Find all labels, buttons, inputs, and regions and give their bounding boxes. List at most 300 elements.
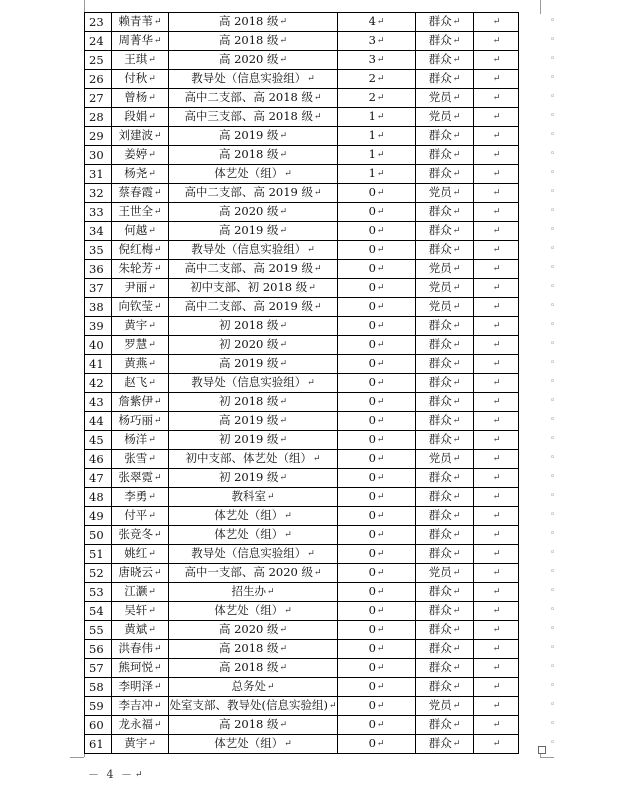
political-status-cell[interactable] <box>416 659 474 678</box>
department-cell[interactable] <box>169 89 338 108</box>
row-number-cell[interactable] <box>85 545 112 564</box>
name-cell[interactable] <box>112 89 169 108</box>
table-row[interactable] <box>85 678 519 697</box>
department-text: 初中支部、初 2018 级 <box>190 280 308 294</box>
political-status-cell[interactable] <box>416 203 474 222</box>
department-cell[interactable] <box>169 70 338 89</box>
department-cell[interactable] <box>169 127 338 146</box>
count-cell[interactable] <box>338 165 416 184</box>
blank-cell[interactable] <box>474 127 519 146</box>
table-row[interactable] <box>85 222 519 241</box>
blank-cell[interactable] <box>474 583 519 602</box>
department-cell[interactable] <box>169 640 338 659</box>
row-number-text: 51 <box>89 546 104 561</box>
count-cell[interactable] <box>338 279 416 298</box>
blank-cell[interactable] <box>474 393 519 412</box>
count-cell[interactable] <box>338 51 416 70</box>
row-number-cell[interactable] <box>85 89 112 108</box>
row-number-cell[interactable] <box>85 165 112 184</box>
political-status-cell[interactable] <box>416 564 474 583</box>
political-status-cell[interactable] <box>416 222 474 241</box>
table-row[interactable] <box>85 393 519 412</box>
count-cell[interactable] <box>338 70 416 89</box>
table-row[interactable] <box>85 735 519 754</box>
department-cell[interactable] <box>169 545 338 564</box>
name-cell[interactable] <box>112 222 169 241</box>
count-cell[interactable] <box>338 355 416 374</box>
blank-cell[interactable] <box>474 545 519 564</box>
name-cell[interactable] <box>112 526 169 545</box>
department-cell[interactable] <box>169 184 338 203</box>
blank-cell[interactable] <box>474 526 519 545</box>
table-row[interactable] <box>85 697 519 716</box>
political-status-cell[interactable] <box>416 70 474 89</box>
name-cell[interactable] <box>112 716 169 735</box>
political-status-cell[interactable] <box>416 716 474 735</box>
blank-cell[interactable] <box>474 184 519 203</box>
name-cell[interactable] <box>112 735 169 754</box>
political-status-cell[interactable] <box>416 735 474 754</box>
department-cell[interactable] <box>169 317 338 336</box>
blank-cell[interactable] <box>474 507 519 526</box>
name-cell[interactable] <box>112 450 169 469</box>
department-cell[interactable] <box>169 279 338 298</box>
political-status-cell[interactable] <box>416 89 474 108</box>
row-number-cell[interactable] <box>85 222 112 241</box>
table-row[interactable] <box>85 203 519 222</box>
blank-cell[interactable] <box>474 108 519 127</box>
blank-cell[interactable] <box>474 317 519 336</box>
row-number-cell[interactable] <box>85 355 112 374</box>
count-cell[interactable] <box>338 203 416 222</box>
count-cell[interactable] <box>338 260 416 279</box>
count-cell[interactable] <box>338 336 416 355</box>
department-cell[interactable] <box>169 32 338 51</box>
count-cell[interactable] <box>338 127 416 146</box>
political-status-text: 群众 <box>428 660 452 674</box>
row-number-cell[interactable] <box>85 108 112 127</box>
row-number-cell[interactable] <box>85 260 112 279</box>
paragraph-mark-icon: ↵ <box>492 283 501 293</box>
blank-cell[interactable] <box>474 146 519 165</box>
table-row[interactable] <box>85 241 519 260</box>
name-cell[interactable] <box>112 374 169 393</box>
row-number-cell[interactable] <box>85 393 112 412</box>
table-row[interactable] <box>85 412 519 431</box>
political-status-cell[interactable] <box>416 469 474 488</box>
department-cell[interactable] <box>169 374 338 393</box>
name-cell[interactable] <box>112 70 169 89</box>
paragraph-mark-icon: ↵ <box>376 549 385 559</box>
count-cell[interactable] <box>338 678 416 697</box>
row-number-cell[interactable] <box>85 32 112 51</box>
table-row[interactable] <box>85 70 519 89</box>
table-row[interactable] <box>85 640 519 659</box>
table-row[interactable] <box>85 13 519 32</box>
political-status-cell[interactable] <box>416 393 474 412</box>
department-cell[interactable] <box>169 203 338 222</box>
political-status-cell[interactable] <box>416 583 474 602</box>
table-row[interactable] <box>85 298 519 317</box>
name-cell[interactable] <box>112 659 169 678</box>
row-number-cell[interactable] <box>85 469 112 488</box>
name-text: 洪春伟 <box>118 641 153 655</box>
political-status-cell[interactable] <box>416 146 474 165</box>
name-cell[interactable] <box>112 184 169 203</box>
political-status-cell[interactable] <box>416 32 474 51</box>
count-cell[interactable] <box>338 146 416 165</box>
count-cell[interactable] <box>338 697 416 716</box>
row-number-cell[interactable] <box>85 659 112 678</box>
table-row[interactable] <box>85 621 519 640</box>
name-cell[interactable] <box>112 108 169 127</box>
name-cell[interactable] <box>112 431 169 450</box>
table-row[interactable] <box>85 716 519 735</box>
name-cell[interactable] <box>112 241 169 260</box>
department-cell[interactable] <box>169 412 338 431</box>
paragraph-mark-icon: ↵ <box>452 226 461 236</box>
department-cell[interactable] <box>169 678 338 697</box>
table-row[interactable] <box>85 545 519 564</box>
table-row[interactable] <box>85 127 519 146</box>
name-cell[interactable] <box>112 127 169 146</box>
political-status-cell[interactable] <box>416 431 474 450</box>
table-row[interactable] <box>85 469 519 488</box>
count-cell[interactable] <box>338 716 416 735</box>
count-cell[interactable] <box>338 89 416 108</box>
name-cell[interactable] <box>112 393 169 412</box>
blank-cell[interactable] <box>474 564 519 583</box>
table-row[interactable] <box>85 564 519 583</box>
blank-cell[interactable] <box>474 602 519 621</box>
department-cell[interactable] <box>169 697 338 716</box>
count-text: 2 <box>368 90 376 104</box>
blank-cell[interactable] <box>474 260 519 279</box>
department-cell[interactable] <box>169 526 338 545</box>
paragraph-mark-icon: ↵ <box>279 397 288 407</box>
count-cell[interactable] <box>338 526 416 545</box>
blank-cell[interactable] <box>474 412 519 431</box>
name-cell[interactable] <box>112 355 169 374</box>
table-row[interactable] <box>85 184 519 203</box>
name-cell[interactable] <box>112 469 169 488</box>
blank-cell[interactable] <box>474 735 519 754</box>
count-cell[interactable] <box>338 488 416 507</box>
count-cell[interactable] <box>338 545 416 564</box>
count-cell[interactable] <box>338 507 416 526</box>
row-number-cell[interactable] <box>85 127 112 146</box>
name-cell[interactable] <box>112 203 169 222</box>
blank-cell[interactable] <box>474 431 519 450</box>
department-cell[interactable] <box>169 488 338 507</box>
count-cell[interactable] <box>338 298 416 317</box>
department-cell[interactable] <box>169 51 338 70</box>
political-status-cell[interactable] <box>416 260 474 279</box>
blank-cell[interactable] <box>474 488 519 507</box>
row-number-cell[interactable] <box>85 412 112 431</box>
table-row[interactable] <box>85 488 519 507</box>
department-cell[interactable] <box>169 222 338 241</box>
count-cell[interactable] <box>338 393 416 412</box>
table-row[interactable] <box>85 317 519 336</box>
blank-cell[interactable] <box>474 640 519 659</box>
paragraph-mark-icon: ↵ <box>376 378 385 388</box>
count-cell[interactable] <box>338 469 416 488</box>
political-status-cell[interactable] <box>416 507 474 526</box>
table-row[interactable] <box>85 507 519 526</box>
row-number-cell[interactable] <box>85 640 112 659</box>
table-row[interactable] <box>85 431 519 450</box>
department-cell[interactable] <box>169 241 338 260</box>
name-cell[interactable] <box>112 298 169 317</box>
name-cell[interactable] <box>112 602 169 621</box>
row-number-cell[interactable] <box>85 678 112 697</box>
name-cell[interactable] <box>112 583 169 602</box>
political-status-cell[interactable] <box>416 184 474 203</box>
count-cell[interactable] <box>338 564 416 583</box>
table-row[interactable] <box>85 374 519 393</box>
row-number-cell[interactable] <box>85 507 112 526</box>
name-cell[interactable] <box>112 317 169 336</box>
table-row[interactable] <box>85 260 519 279</box>
table-row[interactable] <box>85 51 519 70</box>
paragraph-mark-icon: ↵ <box>492 340 501 350</box>
row-number-cell[interactable] <box>85 602 112 621</box>
count-cell[interactable] <box>338 640 416 659</box>
department-cell[interactable] <box>169 469 338 488</box>
row-number-cell[interactable] <box>85 279 112 298</box>
row-number-cell[interactable] <box>85 431 112 450</box>
name-cell[interactable] <box>112 336 169 355</box>
paragraph-mark-icon: ↵ <box>328 701 337 711</box>
table-row[interactable] <box>85 89 519 108</box>
department-cell[interactable] <box>169 165 338 184</box>
row-number-cell[interactable] <box>85 716 112 735</box>
row-number-cell[interactable] <box>85 697 112 716</box>
table-row[interactable] <box>85 450 519 469</box>
political-status-cell[interactable] <box>416 602 474 621</box>
blank-cell[interactable] <box>474 32 519 51</box>
department-text: 高中二支部、高 2019 级 <box>184 261 314 275</box>
blank-cell[interactable] <box>474 70 519 89</box>
count-cell[interactable] <box>338 374 416 393</box>
blank-cell[interactable] <box>474 374 519 393</box>
political-status-cell[interactable] <box>416 355 474 374</box>
row-number-cell[interactable] <box>85 564 112 583</box>
name-cell[interactable] <box>112 279 169 298</box>
department-cell[interactable] <box>169 583 338 602</box>
blank-cell[interactable] <box>474 298 519 317</box>
political-status-text: 群众 <box>428 52 452 66</box>
row-number-cell[interactable] <box>85 336 112 355</box>
political-status-cell[interactable] <box>416 13 474 32</box>
row-number-cell[interactable] <box>85 184 112 203</box>
row-number-cell[interactable] <box>85 526 112 545</box>
department-cell[interactable] <box>169 735 338 754</box>
blank-cell[interactable] <box>474 165 519 184</box>
count-cell[interactable] <box>338 659 416 678</box>
row-number-cell[interactable] <box>85 450 112 469</box>
blank-cell[interactable] <box>474 355 519 374</box>
row-number-cell[interactable] <box>85 241 112 260</box>
department-cell[interactable] <box>169 13 338 32</box>
paragraph-mark-icon: ↵ <box>492 321 501 331</box>
political-status-cell[interactable] <box>416 697 474 716</box>
department-cell[interactable] <box>169 146 338 165</box>
row-number-cell[interactable] <box>85 488 112 507</box>
department-cell[interactable] <box>169 564 338 583</box>
department-cell[interactable] <box>169 507 338 526</box>
department-cell[interactable] <box>169 431 338 450</box>
department-cell[interactable] <box>169 108 338 127</box>
department-cell[interactable] <box>169 621 338 640</box>
count-cell[interactable] <box>338 583 416 602</box>
name-cell[interactable] <box>112 545 169 564</box>
row-end-mark-icon: ◦ <box>550 529 556 539</box>
department-cell[interactable] <box>169 393 338 412</box>
blank-cell[interactable] <box>474 241 519 260</box>
paragraph-mark-icon: ↵ <box>153 473 162 483</box>
name-cell[interactable] <box>112 51 169 70</box>
blank-cell[interactable] <box>474 659 519 678</box>
blank-cell[interactable] <box>474 89 519 108</box>
political-status-cell[interactable] <box>416 450 474 469</box>
paragraph-mark-icon: ↵ <box>452 549 461 559</box>
table-row[interactable] <box>85 659 519 678</box>
table-row[interactable] <box>85 32 519 51</box>
table-row[interactable] <box>85 165 519 184</box>
row-number-cell[interactable] <box>85 203 112 222</box>
blank-cell[interactable] <box>474 678 519 697</box>
blank-cell[interactable] <box>474 13 519 32</box>
department-cell[interactable] <box>169 659 338 678</box>
count-cell[interactable] <box>338 735 416 754</box>
name-cell[interactable] <box>112 678 169 697</box>
row-number-cell[interactable] <box>85 621 112 640</box>
political-status-cell[interactable] <box>416 678 474 697</box>
row-number-cell[interactable] <box>85 146 112 165</box>
count-text: 0 <box>368 622 376 636</box>
count-cell[interactable] <box>338 317 416 336</box>
department-cell[interactable] <box>169 716 338 735</box>
personnel-table[interactable] <box>84 12 519 754</box>
blank-cell[interactable] <box>474 450 519 469</box>
department-cell[interactable] <box>169 450 338 469</box>
row-number-cell[interactable] <box>85 13 112 32</box>
count-cell[interactable] <box>338 621 416 640</box>
row-number-cell[interactable] <box>85 51 112 70</box>
department-cell[interactable] <box>169 355 338 374</box>
name-cell[interactable] <box>112 507 169 526</box>
name-cell[interactable] <box>112 412 169 431</box>
row-number-cell[interactable] <box>85 374 112 393</box>
row-end-mark-icon: ◦ <box>550 396 556 406</box>
count-cell[interactable] <box>338 184 416 203</box>
political-status-cell[interactable] <box>416 412 474 431</box>
department-cell[interactable] <box>169 336 338 355</box>
blank-cell[interactable] <box>474 336 519 355</box>
paragraph-mark-icon: ↵ <box>492 131 501 141</box>
name-cell[interactable] <box>112 165 169 184</box>
blank-cell[interactable] <box>474 203 519 222</box>
document-table-container <box>84 12 519 754</box>
political-status-cell[interactable] <box>416 51 474 70</box>
count-cell[interactable] <box>338 431 416 450</box>
count-cell[interactable] <box>338 13 416 32</box>
paragraph-mark-icon: ↵ <box>452 207 461 217</box>
paragraph-mark-icon: ↵ <box>376 207 385 217</box>
table-row[interactable] <box>85 526 519 545</box>
table-row[interactable] <box>85 602 519 621</box>
row-number-cell[interactable] <box>85 317 112 336</box>
department-cell[interactable] <box>169 298 338 317</box>
row-number-cell[interactable] <box>85 298 112 317</box>
count-cell[interactable] <box>338 108 416 127</box>
table-row[interactable] <box>85 336 519 355</box>
political-status-cell[interactable] <box>416 545 474 564</box>
table-row[interactable] <box>85 355 519 374</box>
table-row[interactable] <box>85 108 519 127</box>
political-status-cell[interactable] <box>416 241 474 260</box>
blank-cell[interactable] <box>474 469 519 488</box>
political-status-cell[interactable] <box>416 108 474 127</box>
political-status-cell[interactable] <box>416 127 474 146</box>
political-status-cell[interactable] <box>416 298 474 317</box>
name-cell[interactable] <box>112 260 169 279</box>
political-status-cell[interactable] <box>416 279 474 298</box>
political-status-cell[interactable] <box>416 640 474 659</box>
name-cell[interactable] <box>112 640 169 659</box>
political-status-cell[interactable] <box>416 374 474 393</box>
political-status-cell[interactable] <box>416 336 474 355</box>
count-cell[interactable] <box>338 602 416 621</box>
blank-cell[interactable] <box>474 697 519 716</box>
blank-cell[interactable] <box>474 716 519 735</box>
table-row[interactable] <box>85 583 519 602</box>
row-number-cell[interactable] <box>85 583 112 602</box>
name-cell[interactable] <box>112 32 169 51</box>
name-cell[interactable] <box>112 146 169 165</box>
table-row[interactable] <box>85 146 519 165</box>
blank-cell[interactable] <box>474 279 519 298</box>
paragraph-mark-icon: ↵ <box>492 397 501 407</box>
name-cell[interactable] <box>112 621 169 640</box>
political-status-cell[interactable] <box>416 165 474 184</box>
name-cell[interactable] <box>112 697 169 716</box>
name-cell[interactable] <box>112 13 169 32</box>
political-status-cell[interactable] <box>416 621 474 640</box>
count-cell[interactable] <box>338 222 416 241</box>
department-cell[interactable] <box>169 260 338 279</box>
table-resize-handle[interactable] <box>538 746 546 754</box>
blank-cell[interactable] <box>474 222 519 241</box>
count-cell[interactable] <box>338 450 416 469</box>
count-cell[interactable] <box>338 241 416 260</box>
blank-cell[interactable] <box>474 621 519 640</box>
count-cell[interactable] <box>338 412 416 431</box>
count-cell[interactable] <box>338 32 416 51</box>
row-number-cell[interactable] <box>85 70 112 89</box>
department-cell[interactable] <box>169 602 338 621</box>
table-row[interactable] <box>85 279 519 298</box>
blank-cell[interactable] <box>474 51 519 70</box>
political-status-cell[interactable] <box>416 488 474 507</box>
name-cell[interactable] <box>112 488 169 507</box>
political-status-cell[interactable] <box>416 317 474 336</box>
row-number-cell[interactable] <box>85 735 112 754</box>
political-status-cell[interactable] <box>416 526 474 545</box>
name-cell[interactable] <box>112 564 169 583</box>
